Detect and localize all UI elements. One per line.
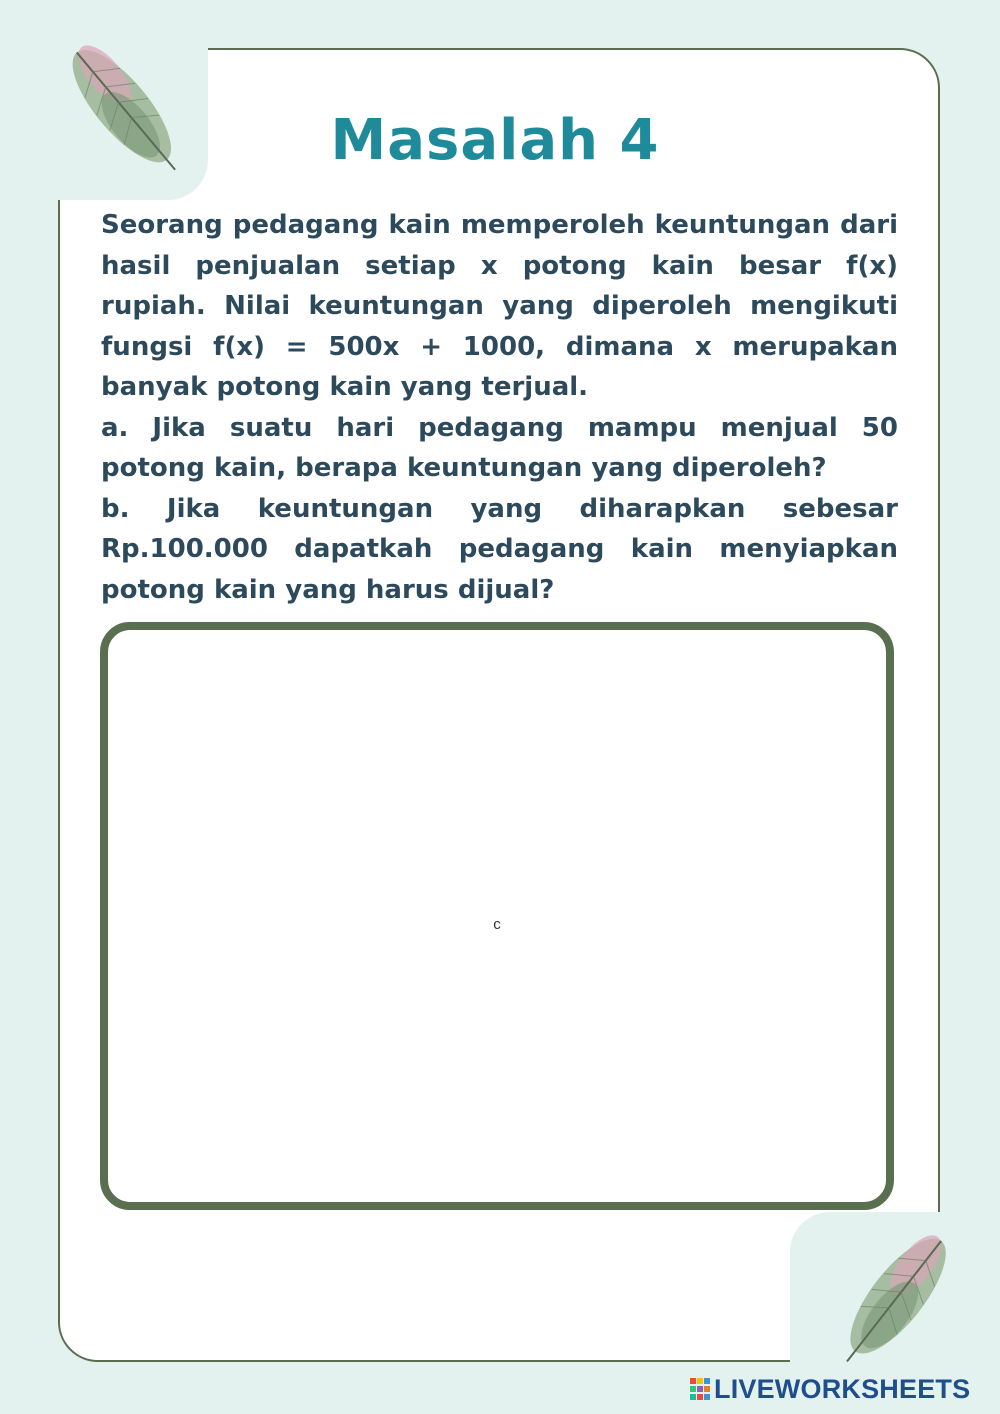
problem-statement xyxy=(101,205,898,610)
page-title: Masalah 4 xyxy=(330,108,660,173)
question-a: a. Jika suatu hari pedagang mampu menjual 50 potong kain, berapa keuntungan yang diperoleh? xyxy=(101,412,898,483)
question-b: b. Jika keuntungan yang diharapkan sebesar Rp.100.000 dapatkah pedagang kain menyiapkan potong kain yang harus dijual? xyxy=(101,493,898,605)
feather-decoration-icon xyxy=(810,1220,980,1380)
problem-paragraph: Seorang pedagang kain memperoleh keuntungan dari hasil penjualan setiap x potong kain besar f(x) rupiah. Nilai keuntungan yang diperoleh mengikuti fungsi f(x) = 500x + 1000, dimana x merupakan banyak potong kain yang terjual. xyxy=(101,210,898,402)
brand-footer xyxy=(690,1374,970,1404)
answer-input-box[interactable] xyxy=(100,622,894,1210)
liveworksheets-logo-icon xyxy=(690,1378,710,1400)
brand-name: LIVEWORKSHEETS xyxy=(714,1373,971,1404)
answer-value[interactable]: c xyxy=(493,916,501,933)
